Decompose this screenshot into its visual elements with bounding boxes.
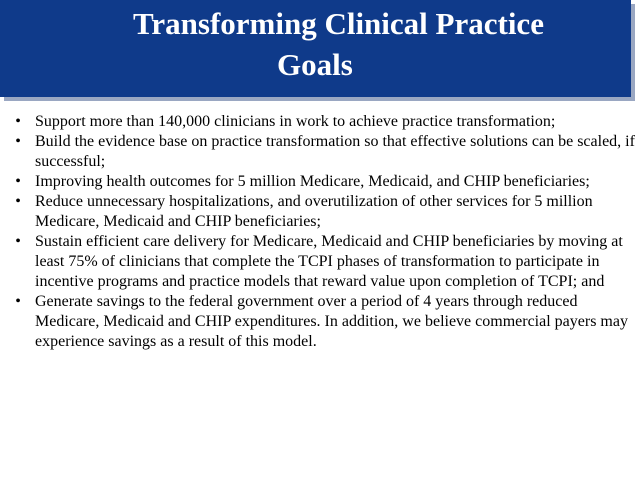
bullet-dot-icon: • [15,113,21,130]
bullet-dot-icon: • [15,293,21,310]
bullet-text: Improving health outcomes for 5 million Medicare, Medicaid, and CHIP beneficiaries; [35,173,590,190]
bullet-dot-icon: • [15,133,21,150]
bullet-dot-icon: • [15,193,21,210]
bullet-item-efficient-care [0,232,638,292]
bullet-text: Reduce unnecessary hospitalizations, and overutilization of other services for 5 million Medicare, Medicaid and CHIP beneficiaries; [35,193,593,230]
bullet-item-evidence-base [0,132,638,172]
slide-title-line-1: Transforming Clinical Practice [133,6,544,41]
bullet-item-health-outcomes [0,172,638,192]
bullet-dot-icon: • [15,233,21,250]
bullet-text: Generate savings to the federal government over a period of 4 years through reduced Medicare, Medicaid and CHIP expenditures. In addition, we believe commercial payers may experience savings as a result of this model. [35,293,628,350]
title-banner [0,0,631,97]
bullet-item-clinician-support [0,112,638,132]
bullet-item-reduce-hospitalizations [0,192,638,232]
slide-title-line-2: Goals [277,47,353,82]
bullet-text: Build the evidence base on practice transformation so that effective solutions can be scaled, if successful; [35,133,635,170]
bullet-text: Support more than 140,000 clinicians in work to achieve practice transformation; [35,113,556,130]
bullet-dot-icon: • [15,173,21,190]
bullet-text: Sustain efficient care delivery for Medicare, Medicaid and CHIP beneficiaries by moving at least 75% of clinicians that complete the TCPI phases of transformation to participate in incentive programs and practice models that reward value upon completion of TCPI; and [35,233,623,290]
goals-bullet-list [0,112,638,352]
bullet-item-generate-savings [0,292,638,352]
